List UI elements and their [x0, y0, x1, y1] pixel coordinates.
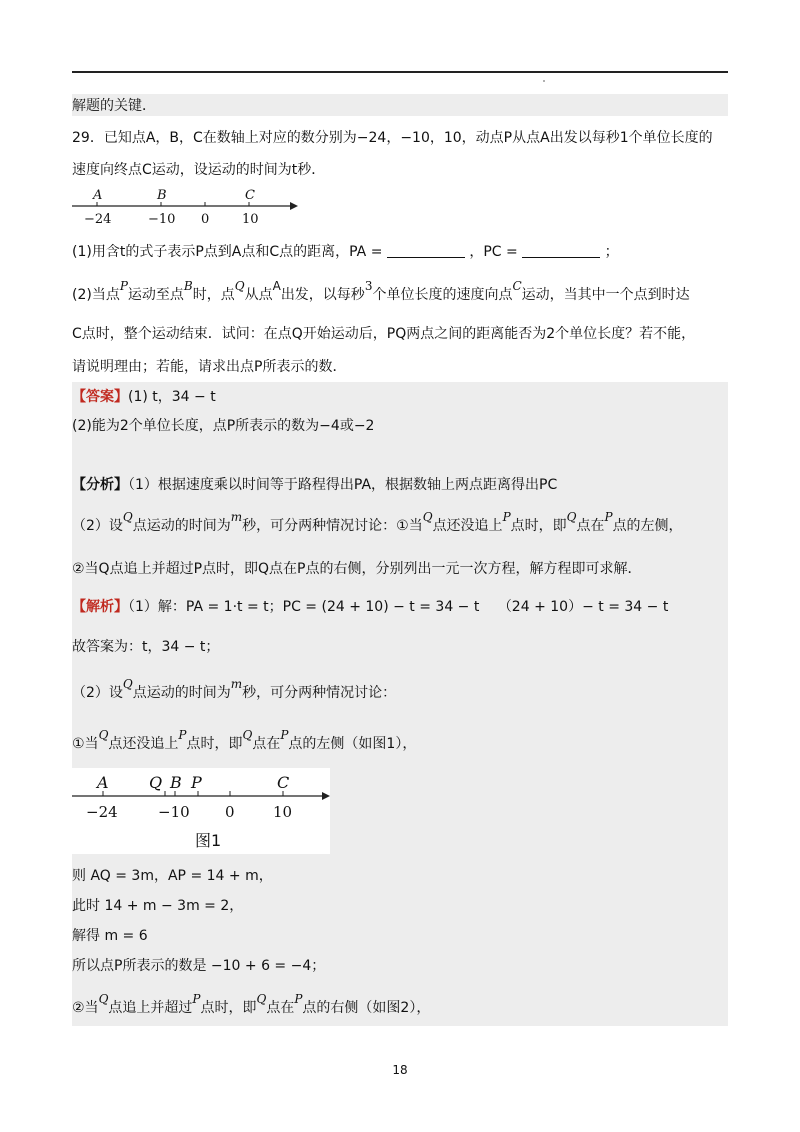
- answer-line: (2)能为2个单位长度，点P所表示的数为−4或−2: [72, 418, 375, 434]
- solution-line: 故答案为：t，34 − t；: [72, 639, 220, 655]
- answer-line: 【答案】(1) t，34 − t: [72, 389, 216, 405]
- problem-line: 29．已知点A，B，C在数轴上对应的数分别为−24，−10，10，动点P从点A出发以每秒1个单位长度的: [72, 130, 713, 146]
- solution-line: （2）设Q点运动的时间为m秒，可分两种情况讨论：: [72, 677, 397, 701]
- number-line-figure-1: [72, 768, 330, 854]
- figure-1-panel: [72, 768, 330, 854]
- point-label: Q: [149, 773, 163, 792]
- tick-label: −24: [84, 212, 112, 226]
- solution-line: 则 AQ = 3m，AP = 14 + m，: [72, 868, 273, 884]
- solution-line: 解得 m = 6: [72, 928, 148, 944]
- tick-label: 0: [201, 212, 210, 226]
- point-label: A: [97, 773, 109, 792]
- solution-line: ②当Q点追上并超过P点时，即Q点在P点的右侧（如图2），: [72, 992, 431, 1016]
- tick-label: −24: [86, 803, 118, 821]
- number-line-figure: [72, 186, 302, 226]
- analysis-line: （2）设Q点运动的时间为m秒，可分两种情况讨论：①当Q点还没追上P点时，即Q点在P点的左侧，: [72, 510, 683, 534]
- tick-label: 0: [225, 803, 235, 821]
- tick-label: 10: [273, 803, 293, 821]
- solution-line: 所以点P所表示的数是 −10 + 6 = −4；: [72, 958, 326, 974]
- solution-tag: 【解析】: [72, 599, 128, 615]
- answer-blank: [522, 243, 600, 258]
- problem-line: 速度向终点C运动，设运动的时间为t秒．: [72, 162, 326, 178]
- analysis-tag: 【分析】: [72, 477, 128, 493]
- point-label: C: [245, 188, 255, 203]
- solution-line: 【解析】（1）解：PA = 1·t = t；PC = (24 + 10) − t = 34 − t （24 + 10）− t = 34 − t: [72, 599, 669, 615]
- text-line: 解题的关键．: [72, 98, 156, 114]
- question-2: (2)当点P运动至点B时，点Q从点A出发，以每秒3个单位长度的速度向点C运动，当其中一个点到时达: [72, 279, 690, 303]
- solution-line: 此时 14 + m − 3m = 2，: [72, 898, 244, 914]
- tick-label: −10: [158, 803, 190, 821]
- solution-line: ①当Q点还没追上P点时，即Q点在P点的左侧（如图1），: [72, 728, 417, 752]
- tick-label: 10: [242, 212, 259, 226]
- question-2-cont: 请说明理由；若能，请求出点P所表示的数．: [72, 359, 347, 375]
- question-1: (1)用含t的式子表示P点到A点和C点的距离，PA = ，PC = ；: [72, 244, 619, 260]
- point-label: P: [191, 773, 202, 792]
- analysis-line: ②当Q点追上并超过P点时，即Q点在P点的右侧，分别列出一元一次方程，解方程即可求解．: [72, 561, 642, 577]
- shade-block-top: [72, 94, 728, 116]
- answer-blank: [387, 243, 465, 258]
- point-label: C: [277, 773, 290, 792]
- point-label: B: [170, 773, 182, 792]
- question-2-cont: C点时，整个运动结束．试问：在点Q开始运动后，PQ两点之间的距离能否为2个单位长度？若不能，: [72, 326, 696, 342]
- tick-label: −10: [148, 212, 176, 226]
- header-dot: [543, 80, 545, 82]
- figure-caption: 图1: [195, 831, 222, 850]
- axis-arrow-icon: [322, 792, 330, 800]
- header-rule: [72, 71, 728, 73]
- answer-tag: 【答案】: [72, 389, 128, 405]
- point-label: B: [157, 188, 167, 203]
- axis-arrow-icon: [290, 202, 298, 210]
- page-number: 18: [392, 1063, 408, 1077]
- analysis-line: 【分析】（1）根据速度乘以时间等于路程得出PA，根据数轴上两点距离得出PC: [72, 477, 558, 493]
- point-label: A: [93, 188, 103, 203]
